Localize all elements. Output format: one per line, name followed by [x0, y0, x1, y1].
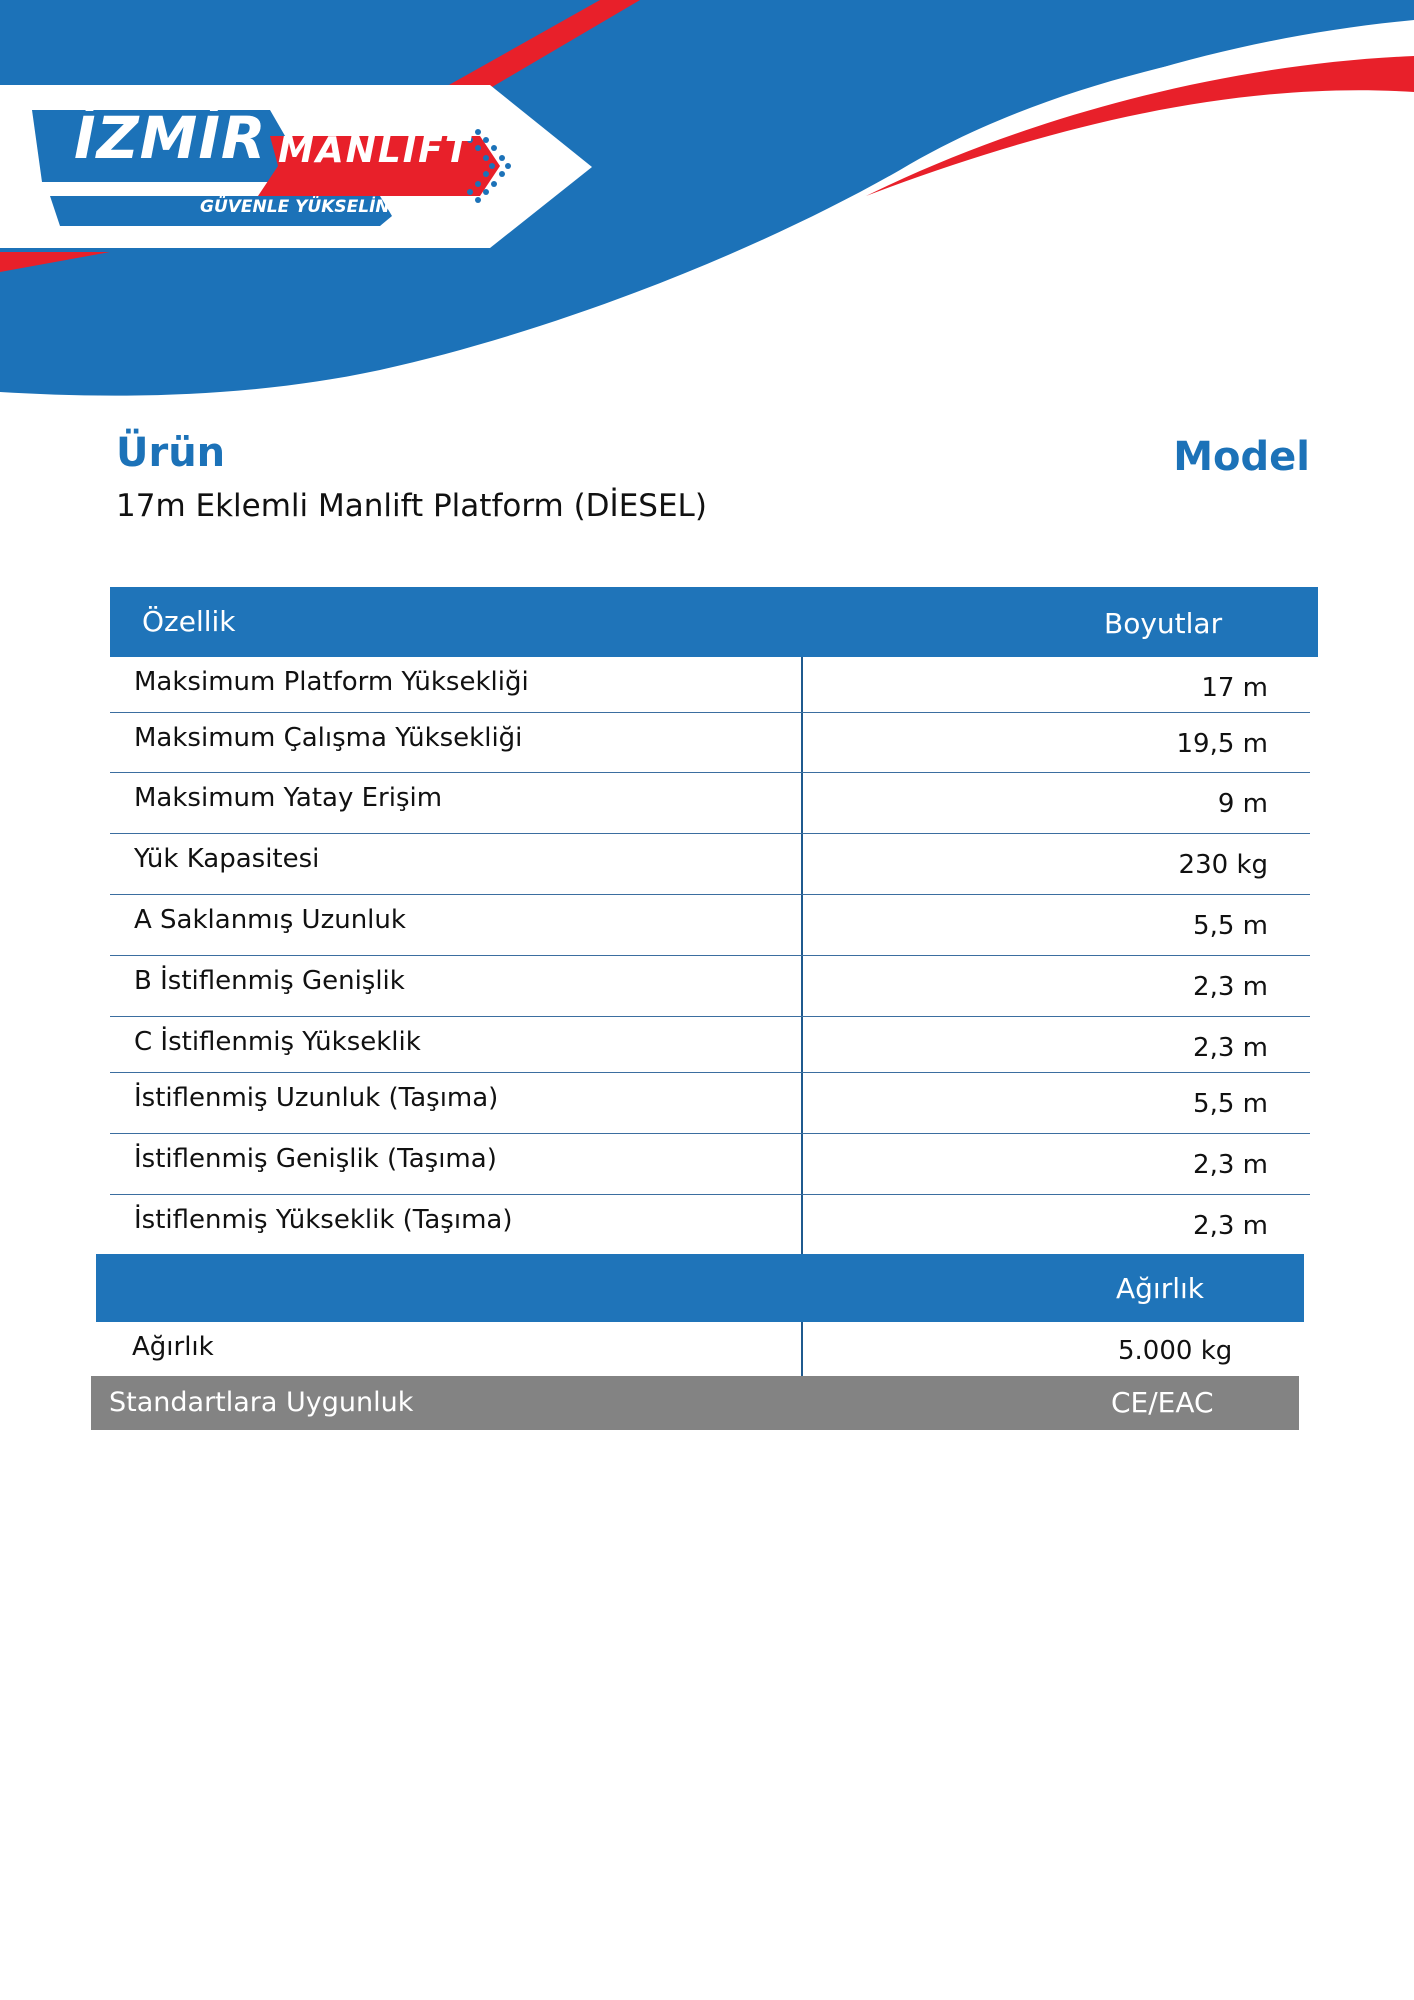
spec-label: A Saklanmış Uzunluk: [134, 905, 406, 935]
table-row: [110, 834, 1310, 895]
weight-header: [96, 1254, 1304, 1322]
table-row: [110, 1134, 1310, 1195]
spec-value: 2,3 m: [1193, 972, 1268, 1002]
model-label: Model: [1173, 434, 1310, 480]
table-row: [110, 1073, 1310, 1134]
logo-manlift-text: MANLİFT: [278, 130, 472, 171]
spec-label: B İstiflenmiş Genişlik: [134, 966, 405, 996]
product-name: 17m Eklemli Manlift Platform (DİESEL): [116, 488, 707, 524]
spec-value: 19,5 m: [1176, 729, 1268, 759]
product-label: Ürün: [116, 430, 226, 476]
table-row: [110, 713, 1310, 773]
header-feature: Özellik: [142, 605, 236, 638]
spec-label: Maksimum Yatay Erişim: [134, 783, 443, 813]
weight-label: Ağırlık: [132, 1332, 214, 1362]
spec-value: 5,5 m: [1193, 911, 1268, 941]
logo-slogan: GÜVENLE YÜKSELİN: [200, 197, 390, 217]
spec-value: 2,3 m: [1193, 1211, 1268, 1241]
spec-value: 2,3 m: [1193, 1150, 1268, 1180]
spec-value: 5,5 m: [1193, 1089, 1268, 1119]
standards-row: [91, 1376, 1299, 1430]
column-divider: [801, 1322, 803, 1376]
standards-value: CE/EAC: [1111, 1386, 1214, 1419]
spec-label: Maksimum Platform Yüksekliği: [134, 667, 529, 697]
company-logo: [30, 100, 520, 240]
spec-label: C İstiflenmiş Yükseklik: [134, 1027, 421, 1057]
header-dimensions: Boyutlar: [1104, 607, 1223, 640]
table-row: [110, 956, 1310, 1017]
spec-value: 17 m: [1201, 673, 1268, 703]
weight-row: [96, 1322, 1304, 1376]
standards-label: Standartlara Uygunluk: [109, 1387, 414, 1418]
table-row: [110, 657, 1310, 713]
spec-label: İstiflenmiş Uzunluk (Taşıma): [134, 1083, 499, 1113]
table-row: [110, 1195, 1310, 1254]
spec-table-header: [110, 587, 1318, 657]
weight-value: 5.000 kg: [1118, 1336, 1233, 1366]
table-row: [110, 773, 1310, 834]
spec-value: 9 m: [1217, 789, 1268, 819]
logo-izmir-text: İZMİR: [74, 104, 267, 172]
spec-value: 230 kg: [1178, 850, 1268, 880]
weight-header-label: Ağırlık: [1116, 1272, 1204, 1305]
spec-label: Yük Kapasitesi: [134, 844, 320, 874]
spec-label: İstiflenmiş Genişlik (Taşıma): [134, 1144, 497, 1174]
spec-label: İstiflenmiş Yükseklik (Taşıma): [134, 1205, 513, 1235]
table-row: [110, 1017, 1310, 1073]
spec-value: 2,3 m: [1193, 1033, 1268, 1063]
spec-label: Maksimum Çalışma Yüksekliği: [134, 723, 523, 753]
table-row: [110, 895, 1310, 956]
